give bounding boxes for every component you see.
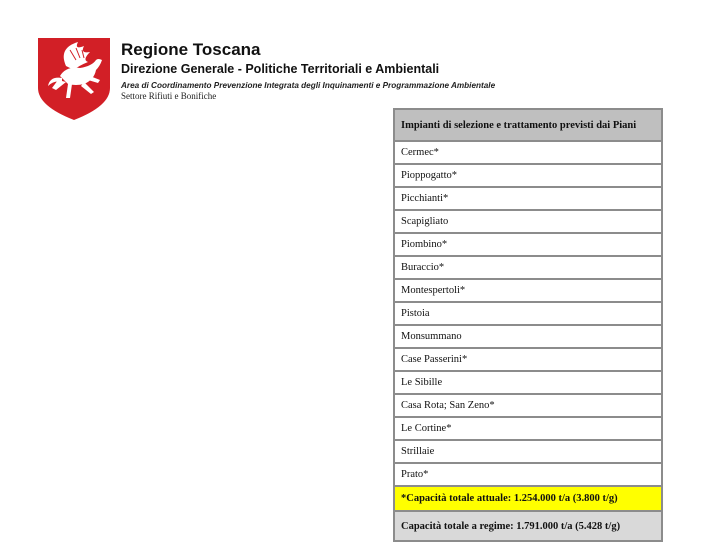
table-row xyxy=(394,302,662,325)
table-row xyxy=(394,256,662,279)
table-row xyxy=(394,463,662,486)
plant-cell: Le Cortine* xyxy=(394,417,662,440)
table-row xyxy=(394,187,662,210)
pegasus-icon xyxy=(36,36,112,122)
plant-cell: Piombino* xyxy=(394,233,662,256)
capacity-regime: Capacità totale a regime: 1.791.000 t/a (5.428 t/g) xyxy=(394,511,662,541)
plant-cell: Cermec* xyxy=(394,141,662,164)
plant-cell: Pioppogatto* xyxy=(394,164,662,187)
table-row xyxy=(394,233,662,256)
table-row xyxy=(394,394,662,417)
table-row xyxy=(394,210,662,233)
plant-cell: Monsummano xyxy=(394,325,662,348)
plant-cell: Buraccio* xyxy=(394,256,662,279)
plant-cell: Strillaie xyxy=(394,440,662,463)
plants-table xyxy=(393,108,663,542)
directorate-title: Direzione Generale - Politiche Territoriali e Ambientali xyxy=(121,62,440,76)
table-row xyxy=(394,279,662,302)
table-row xyxy=(394,371,662,394)
regione-toscana-logo xyxy=(36,36,112,122)
area-subtitle: Area di Coordinamento Prevenzione Integrata degli Inquinamenti e Programmazione Ambientale xyxy=(121,81,496,90)
table-row xyxy=(394,417,662,440)
table-row xyxy=(394,348,662,371)
table-row xyxy=(394,325,662,348)
header xyxy=(121,40,495,102)
capacity-regime-row xyxy=(394,511,662,541)
table-header-row xyxy=(394,109,662,141)
plant-cell: Case Passerini* xyxy=(394,348,662,371)
plant-cell: Prato* xyxy=(394,463,662,486)
plant-cell: Montespertoli* xyxy=(394,279,662,302)
plant-cell: Scapigliato xyxy=(394,210,662,233)
table-row xyxy=(394,164,662,187)
table-row xyxy=(394,141,662,164)
org-title: Regione Toscana xyxy=(121,40,261,59)
capacity-current: *Capacità totale attuale: 1.254.000 t/a (3.800 t/g) xyxy=(394,486,662,511)
table-row xyxy=(394,440,662,463)
table-heading: Impianti di selezione e trattamento previsti dai Piani xyxy=(394,109,662,141)
plant-cell: Picchianti* xyxy=(394,187,662,210)
plant-cell: Le Sibille xyxy=(394,371,662,394)
plant-cell: Casa Rota; San Zeno* xyxy=(394,394,662,417)
sector-subtitle: Settore Rifiuti e Bonifiche xyxy=(121,91,217,101)
plant-cell: Pistoia xyxy=(394,302,662,325)
capacity-current-row xyxy=(394,486,662,511)
